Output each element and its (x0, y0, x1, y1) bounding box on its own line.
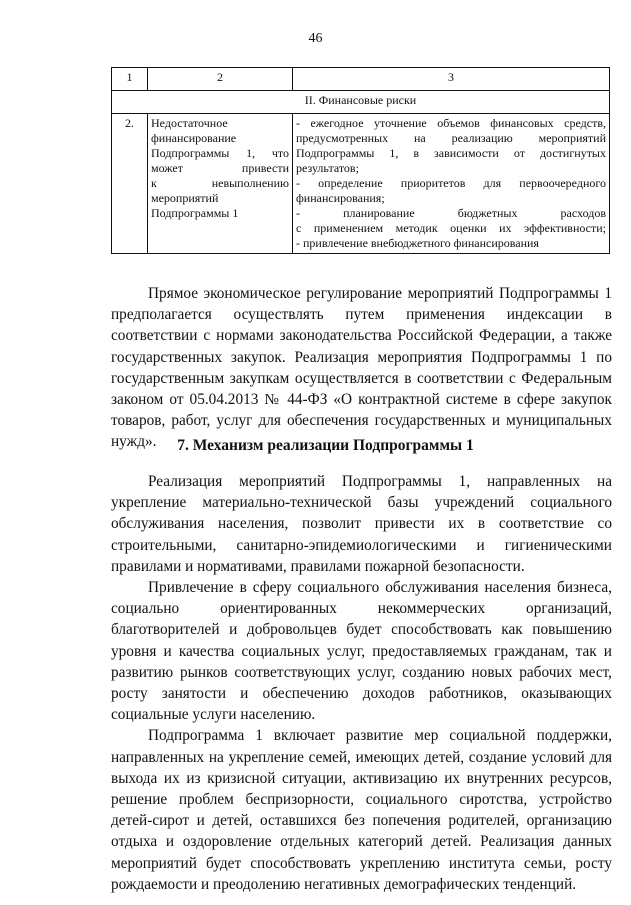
measure-line: финансирования; (296, 191, 385, 205)
risk-line: к невыполнению (151, 176, 289, 190)
risk-line: может привести (151, 161, 289, 175)
section-title: II. Финансовые риски (112, 91, 610, 114)
risk-table (111, 67, 610, 254)
risk-line: Подпрограммы 1 (151, 206, 239, 220)
measure-line: результатов; (296, 161, 359, 175)
regulation-paragraph (111, 283, 612, 453)
table-row (112, 114, 610, 254)
measure-line: - определение приоритетов для первоочередного (296, 176, 606, 190)
risk-measures (293, 114, 610, 254)
measure-line: - привлечение внебюджетного финансирования (296, 236, 539, 250)
measure-line: предусмотренных на реализацию мероприятий (296, 131, 606, 145)
table-header-cell: 2 (148, 68, 293, 91)
risk-line: Недостаточное (151, 116, 228, 130)
table-header-row (112, 68, 610, 91)
section-heading: 7. Механизм реализации Подпрограммы 1 (177, 437, 474, 454)
table-section-row (112, 91, 610, 114)
measure-line: - ежегодное уточнение объемов финансовых средств, (296, 116, 606, 130)
risk-line: Подпрограммы 1, что (151, 146, 289, 160)
paragraph-text: Подпрограмма 1 включает развитие мер социальной поддержки, направленных на укрепление семей, имеющих детей, создание условий для выхода их из кризисной ситуации, активизацию их внутренних ресурсов, решение проблем беспризорности, социального сиротства, устройство детей-сирот и детей, оставшихся без попечения родителей, организацию отдыха и оздоровление отдельных категорий детей. Реализация данных мероприятий будет способствовать укреплению института семьи, росту рождаемости и преодолению негативных демографических тенденций. (111, 727, 612, 893)
risk-description (148, 114, 293, 254)
measure-line: Подпрограммы 1, в зависимости от достигнутых (296, 146, 606, 160)
measure-line: с применением методик оценки их эффективности; (296, 221, 606, 235)
paragraph-text: Реализация мероприятий Подпрограммы 1, направленных на укрепление материально-технической базы учреждений социального обслуживания населения, позволит привести их в соответствие со строительными, санитарно-эпидемиологическими и гигиеническими правилами и нормативами, правилами пожарной безопасности. (111, 473, 612, 575)
risk-line: финансирование (151, 131, 237, 145)
paragraph-text: Привлечение в сферу социального обслуживания населения бизнеса, социально ориентированных некоммерческих организаций, благотворителей и добровольцев будет способствовать как повышению уровня и качества социальных услуг, предоставляемых гражданам, так и развитию рынков соответствующих услуг, созданию новых рабочих мест, росту занятости и обеспечению доходов работников, оказывающих социальные услуги населению. (111, 579, 612, 724)
risk-line: мероприятий (151, 191, 219, 205)
mechanism-paragraphs (111, 471, 612, 895)
row-number: 2. (112, 114, 148, 254)
table-header-cell: 3 (293, 68, 610, 91)
page-number: 46 (308, 31, 323, 46)
paragraph-text: Прямое экономическое регулирование мероприятий Подпрограммы 1 предполагается осуществлять путем применения индексации в соответствии с нормами законодательства Российской Федерации, а также государственных закупок. Реализация мероприятия Подпрограммы 1 по государственным закупкам осуществляется в соответствии с Федеральным законом от 05.04.2013 № 44-ФЗ «О контрактной системе в сфере закупок товаров, работ, услуг для обеспечения государственных и муниципальных нужд». (111, 285, 612, 451)
table-header-cell: 1 (112, 68, 148, 91)
measure-line: - планирование бюджетных расходов (296, 206, 606, 220)
